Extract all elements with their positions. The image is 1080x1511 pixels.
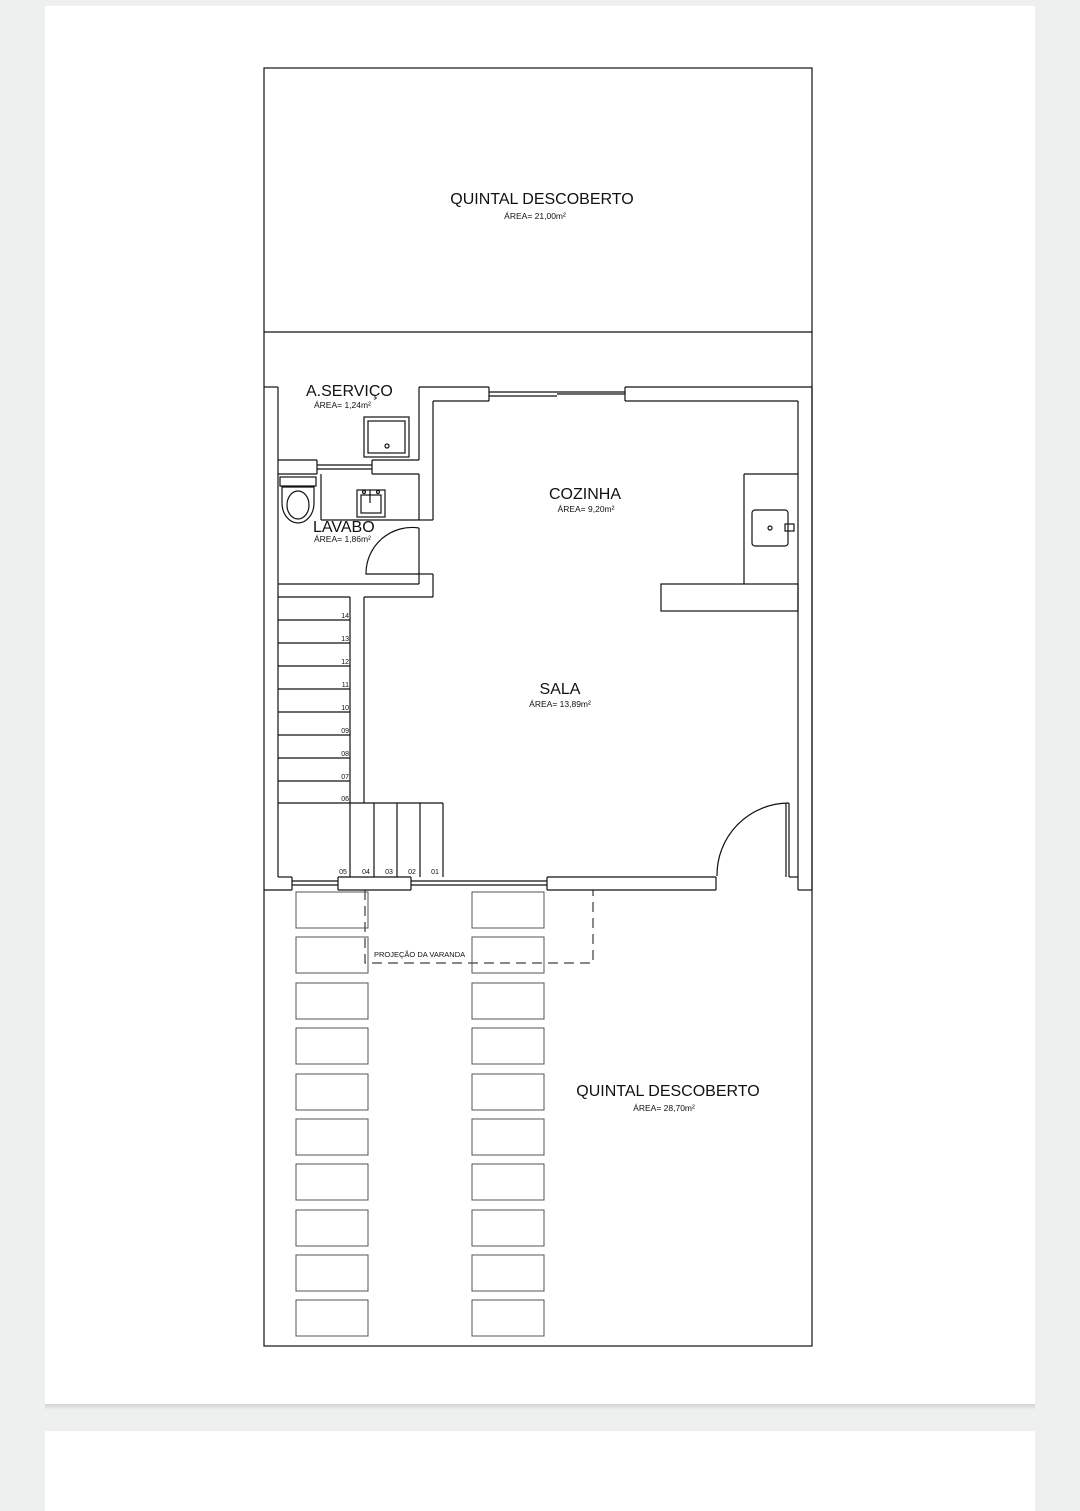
room-label-cozinha: COZINHA bbox=[549, 486, 621, 503]
upper-floor-projection bbox=[278, 620, 338, 689]
room-area-servico: ÁREA= 1,24m² bbox=[314, 400, 371, 410]
laundry-sink bbox=[364, 417, 409, 457]
step-number: 08 bbox=[341, 751, 349, 758]
step-number: 01 bbox=[431, 869, 439, 876]
step-number: 07 bbox=[341, 774, 349, 781]
step-number: 11 bbox=[341, 682, 349, 689]
room-area-sala: ÁREA= 13,89m² bbox=[529, 699, 591, 709]
step-number: 05 bbox=[339, 869, 347, 876]
room-area-quintal-bottom: ÁREA= 28,70m² bbox=[633, 1103, 695, 1113]
window-sala-front bbox=[411, 881, 547, 885]
step-number: 03 bbox=[385, 869, 393, 876]
door-entrance bbox=[717, 803, 789, 876]
varanda-note: PROJEÇÃO DA VARANDA bbox=[374, 950, 466, 959]
stair-horizontal bbox=[350, 803, 443, 877]
lavabo-sink bbox=[321, 474, 419, 520]
step-number: 14 bbox=[341, 613, 349, 620]
step-number: 06 bbox=[341, 796, 349, 803]
step-number: 10 bbox=[341, 705, 349, 712]
window-stair bbox=[292, 881, 338, 885]
toilet bbox=[280, 477, 316, 523]
room-label-sala: SALA bbox=[539, 681, 581, 698]
window-cozinha bbox=[489, 392, 625, 396]
room-label-servico: A.SERVIÇO bbox=[306, 383, 393, 400]
room-area-lavabo: ÁREA= 1,86m² bbox=[314, 534, 371, 544]
step-number: 13 bbox=[341, 636, 349, 643]
room-area-quintal-top: ÁREA= 21,00m² bbox=[504, 211, 566, 221]
room-label-lavabo: LAVABO bbox=[313, 519, 375, 536]
room-label-quintal-bottom: QUINTAL DESCOBERTO bbox=[576, 1083, 760, 1100]
window-lavabo bbox=[317, 465, 372, 469]
step-number: 02 bbox=[408, 869, 416, 876]
room-area-cozinha: ÁREA= 9,20m² bbox=[557, 504, 615, 514]
kitchen-counter bbox=[661, 474, 798, 611]
step-number: 09 bbox=[341, 728, 349, 735]
step-number: 04 bbox=[362, 869, 370, 876]
stair-vertical bbox=[278, 597, 350, 877]
room-label-quintal-top: QUINTAL DESCOBERTO bbox=[450, 191, 634, 208]
step-number: 12 bbox=[341, 659, 349, 666]
